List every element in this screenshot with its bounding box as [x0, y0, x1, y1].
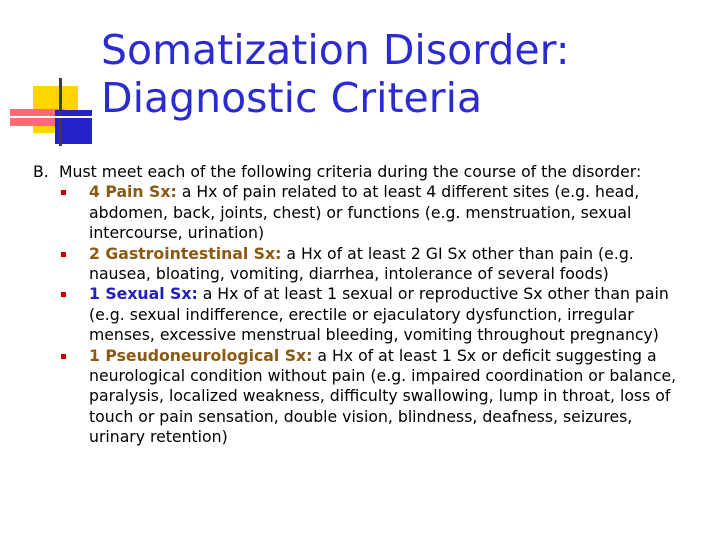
item-keyword: 4 Pain Sx: — [89, 182, 177, 202]
bullet-square-icon — [61, 354, 66, 359]
criteria-list — [33, 182, 693, 447]
item-text: a Hx of at least 2 GI Sx other than pain (e.g. nausea, bloating, vomiting, diarrhea, intolerance of several foods) — [89, 243, 634, 284]
item-keyword: 1 Pseudoneurological Sx: — [89, 345, 313, 365]
item-keyword: 2 Gastrointestinal Sx: — [89, 243, 282, 263]
item-text: a Hx of at least 1 sexual or reproductive Sx other than pain (e.g. sexual indifference, erectile or ejaculatory dysfunction, irregular menses, excessive menstrual bleeding, vomiting throughout pregnancy) — [89, 284, 669, 345]
list-item — [89, 346, 693, 448]
decor-vertical-line — [59, 78, 62, 146]
bullet-square-icon — [61, 292, 66, 297]
decor-horizontal-line — [10, 116, 100, 118]
criterion-label: B. — [33, 162, 49, 181]
title-line-2: Diagnostic Criteria — [101, 74, 483, 122]
list-item — [89, 182, 693, 243]
title-line-1: Somatization Disorder: — [101, 26, 570, 74]
item-keyword: 1 Sexual Sx: — [89, 284, 198, 304]
item-text: a Hx of pain related to at least 4 different sites (e.g. head, abdomen, back, joints, chest) or functions (e.g. menstruation, sexual intercourse, urination) — [89, 182, 640, 243]
criterion-text: Must meet each of the following criteria during the course of the disorder: — [59, 162, 642, 181]
list-item — [89, 284, 693, 345]
bullet-square-icon — [61, 190, 66, 195]
item-text: a Hx of at least 1 Sx or deficit suggesting a neurological condition without pain (e.g. impaired coordination or balance, paralysis, localized weakness, difficulty swallowing, lump in throat, loss of touch or pain sensation, double vision, blindness, deafness, seizures, urinary retention) — [89, 345, 677, 447]
list-item — [89, 244, 693, 285]
slide-title — [101, 26, 701, 122]
criterion-b — [33, 162, 693, 182]
slide-body — [33, 162, 693, 448]
bullet-square-icon — [61, 252, 66, 257]
